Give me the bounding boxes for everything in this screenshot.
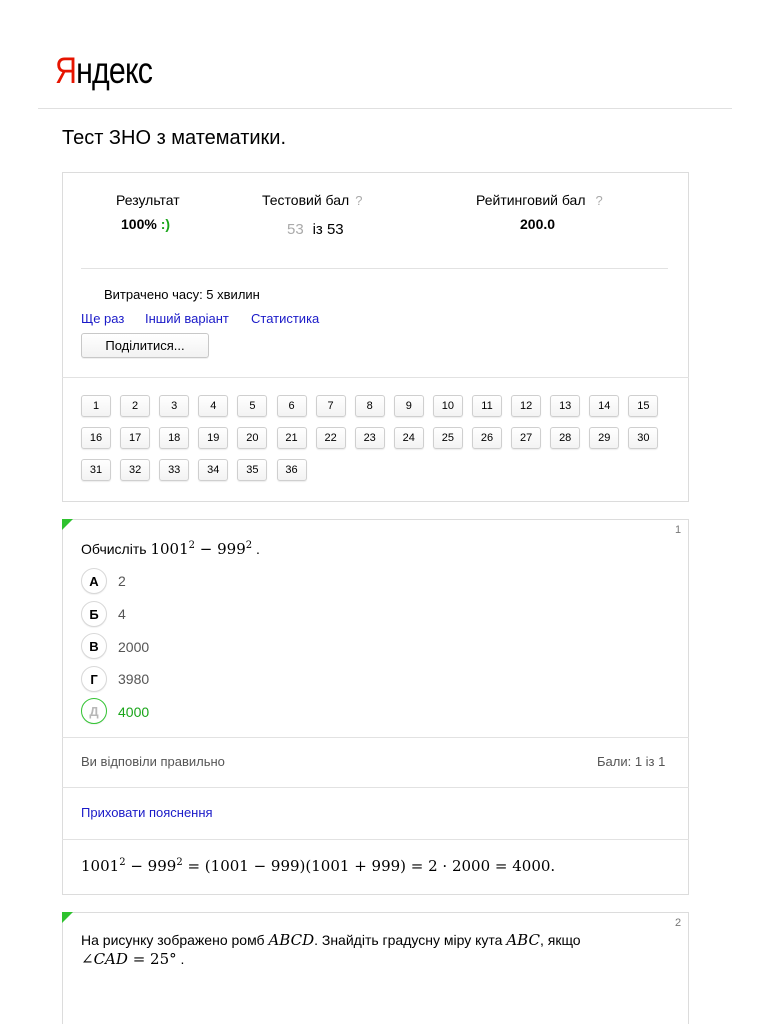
option-a-text: 2 [118, 573, 126, 589]
question-nav-button-14[interactable]: 14 [589, 395, 619, 417]
result-label: Результат [116, 192, 180, 208]
question-points: Бали: 1 із 1 [597, 754, 666, 769]
option-b-text: 4 [118, 606, 126, 622]
question-nav-button-21[interactable]: 21 [277, 427, 307, 449]
question-nav-button-4[interactable]: 4 [198, 395, 228, 417]
question-nav-button-22[interactable]: 22 [316, 427, 346, 449]
question-nav-button-31[interactable]: 31 [81, 459, 111, 481]
answer-feedback: Ви відповіли правильно [81, 754, 225, 769]
question-nav-button-25[interactable]: 25 [433, 427, 463, 449]
question-nav-button-3[interactable]: 3 [159, 395, 189, 417]
option-d-text: 4000 [118, 704, 150, 720]
question-nav-button-28[interactable]: 28 [550, 427, 580, 449]
option-g-button[interactable]: Г [81, 666, 107, 692]
question-nav-button-11[interactable]: 11 [472, 395, 502, 417]
question-nav-button-34[interactable]: 34 [198, 459, 228, 481]
retry-link[interactable]: Ще раз [81, 311, 125, 326]
question-nav-button-5[interactable]: 5 [237, 395, 267, 417]
header-divider [38, 108, 732, 109]
summary-divider [81, 268, 668, 269]
answered-corner-marker [62, 519, 73, 530]
answered-corner-marker [62, 912, 73, 923]
question-formula: $1001^2 - 999^2$ [150, 540, 253, 558]
test-score-value: 53 із 53 [287, 221, 344, 238]
question-nav-button-33[interactable]: 33 [159, 459, 189, 481]
yandex-logo[interactable]: Яндекс [55, 50, 153, 91]
hide-explanation-link[interactable]: Приховати пояснення [81, 805, 213, 820]
rating-value: 200.0 [520, 216, 556, 232]
test-score-help-icon[interactable]: ? [355, 193, 363, 208]
question-nav-button-20[interactable]: 20 [237, 427, 267, 449]
question-nav-button-13[interactable]: 13 [550, 395, 580, 417]
question-number: 1 [675, 524, 682, 536]
question-nav-button-32[interactable]: 32 [120, 459, 150, 481]
question-nav-button-26[interactable]: 26 [472, 427, 502, 449]
option-d-button[interactable]: Д [81, 698, 107, 724]
other-variant-link[interactable]: Інший варіант [145, 311, 229, 326]
question-nav-button-19[interactable]: 19 [198, 427, 228, 449]
question-nav-button-23[interactable]: 23 [355, 427, 385, 449]
explanation-divider [62, 839, 689, 840]
question-nav-button-10[interactable]: 10 [433, 395, 463, 417]
question-nav-button-18[interactable]: 18 [159, 427, 189, 449]
question-nav-button-29[interactable]: 29 [589, 427, 619, 449]
question-nav-button-6[interactable]: 6 [277, 395, 307, 417]
question-nav-button-12[interactable]: 12 [511, 395, 541, 417]
question-divider [62, 737, 689, 738]
question-nav-button-36[interactable]: 36 [277, 459, 307, 481]
question-nav-button-2[interactable]: 2 [120, 395, 150, 417]
summary-grid-divider [62, 377, 689, 378]
share-button[interactable]: Поділитися... [81, 333, 209, 358]
explanation-formula: $1001^2 - 999^2 = (1001 - 999)(1001 + 999) = 2 \cdot 2000 = 4000$. [81, 857, 556, 875]
question-nav-button-30[interactable]: 30 [628, 427, 658, 449]
question-nav-button-17[interactable]: 17 [120, 427, 150, 449]
test-score-label: Тестовий бал ? [262, 192, 363, 208]
rating-help-icon[interactable]: ? [595, 193, 603, 208]
question-nav-button-35[interactable]: 35 [237, 459, 267, 481]
question-nav-button-8[interactable]: 8 [355, 395, 385, 417]
question-number: 2 [675, 917, 682, 929]
question-nav-button-27[interactable]: 27 [511, 427, 541, 449]
option-g-text: 3980 [118, 671, 150, 687]
rating-label: Рейтинговий бал ? [476, 192, 603, 208]
question-nav-button-24[interactable]: 24 [394, 427, 424, 449]
question-prompt: Обчисліть $1001^2 - 999^2$ . [81, 540, 260, 558]
page-title: Тест ЗНО з математики. [62, 127, 287, 149]
result-smile: :) [160, 216, 171, 232]
question-prompt: На рисунку зображено ромб ABCD. Знайдіть градусну міру кута ABC, якщо ∠CAD = 25° . [81, 931, 581, 968]
option-v-text: 2000 [118, 639, 150, 655]
question-nav-button-9[interactable]: 9 [394, 395, 424, 417]
statistics-link[interactable]: Статистика [251, 311, 320, 326]
question-nav-button-1[interactable]: 1 [81, 395, 111, 417]
feedback-divider [62, 787, 689, 788]
option-v-button[interactable]: В [81, 633, 107, 659]
question-nav-button-7[interactable]: 7 [316, 395, 346, 417]
question-nav-button-15[interactable]: 15 [628, 395, 658, 417]
question-nav-button-16[interactable]: 16 [81, 427, 111, 449]
time-spent: Витрачено часу: 5 хвилин [104, 287, 260, 302]
result-value: 100% :) [121, 216, 171, 232]
option-a-button[interactable]: А [81, 568, 107, 594]
option-b-button[interactable]: Б [81, 601, 107, 627]
